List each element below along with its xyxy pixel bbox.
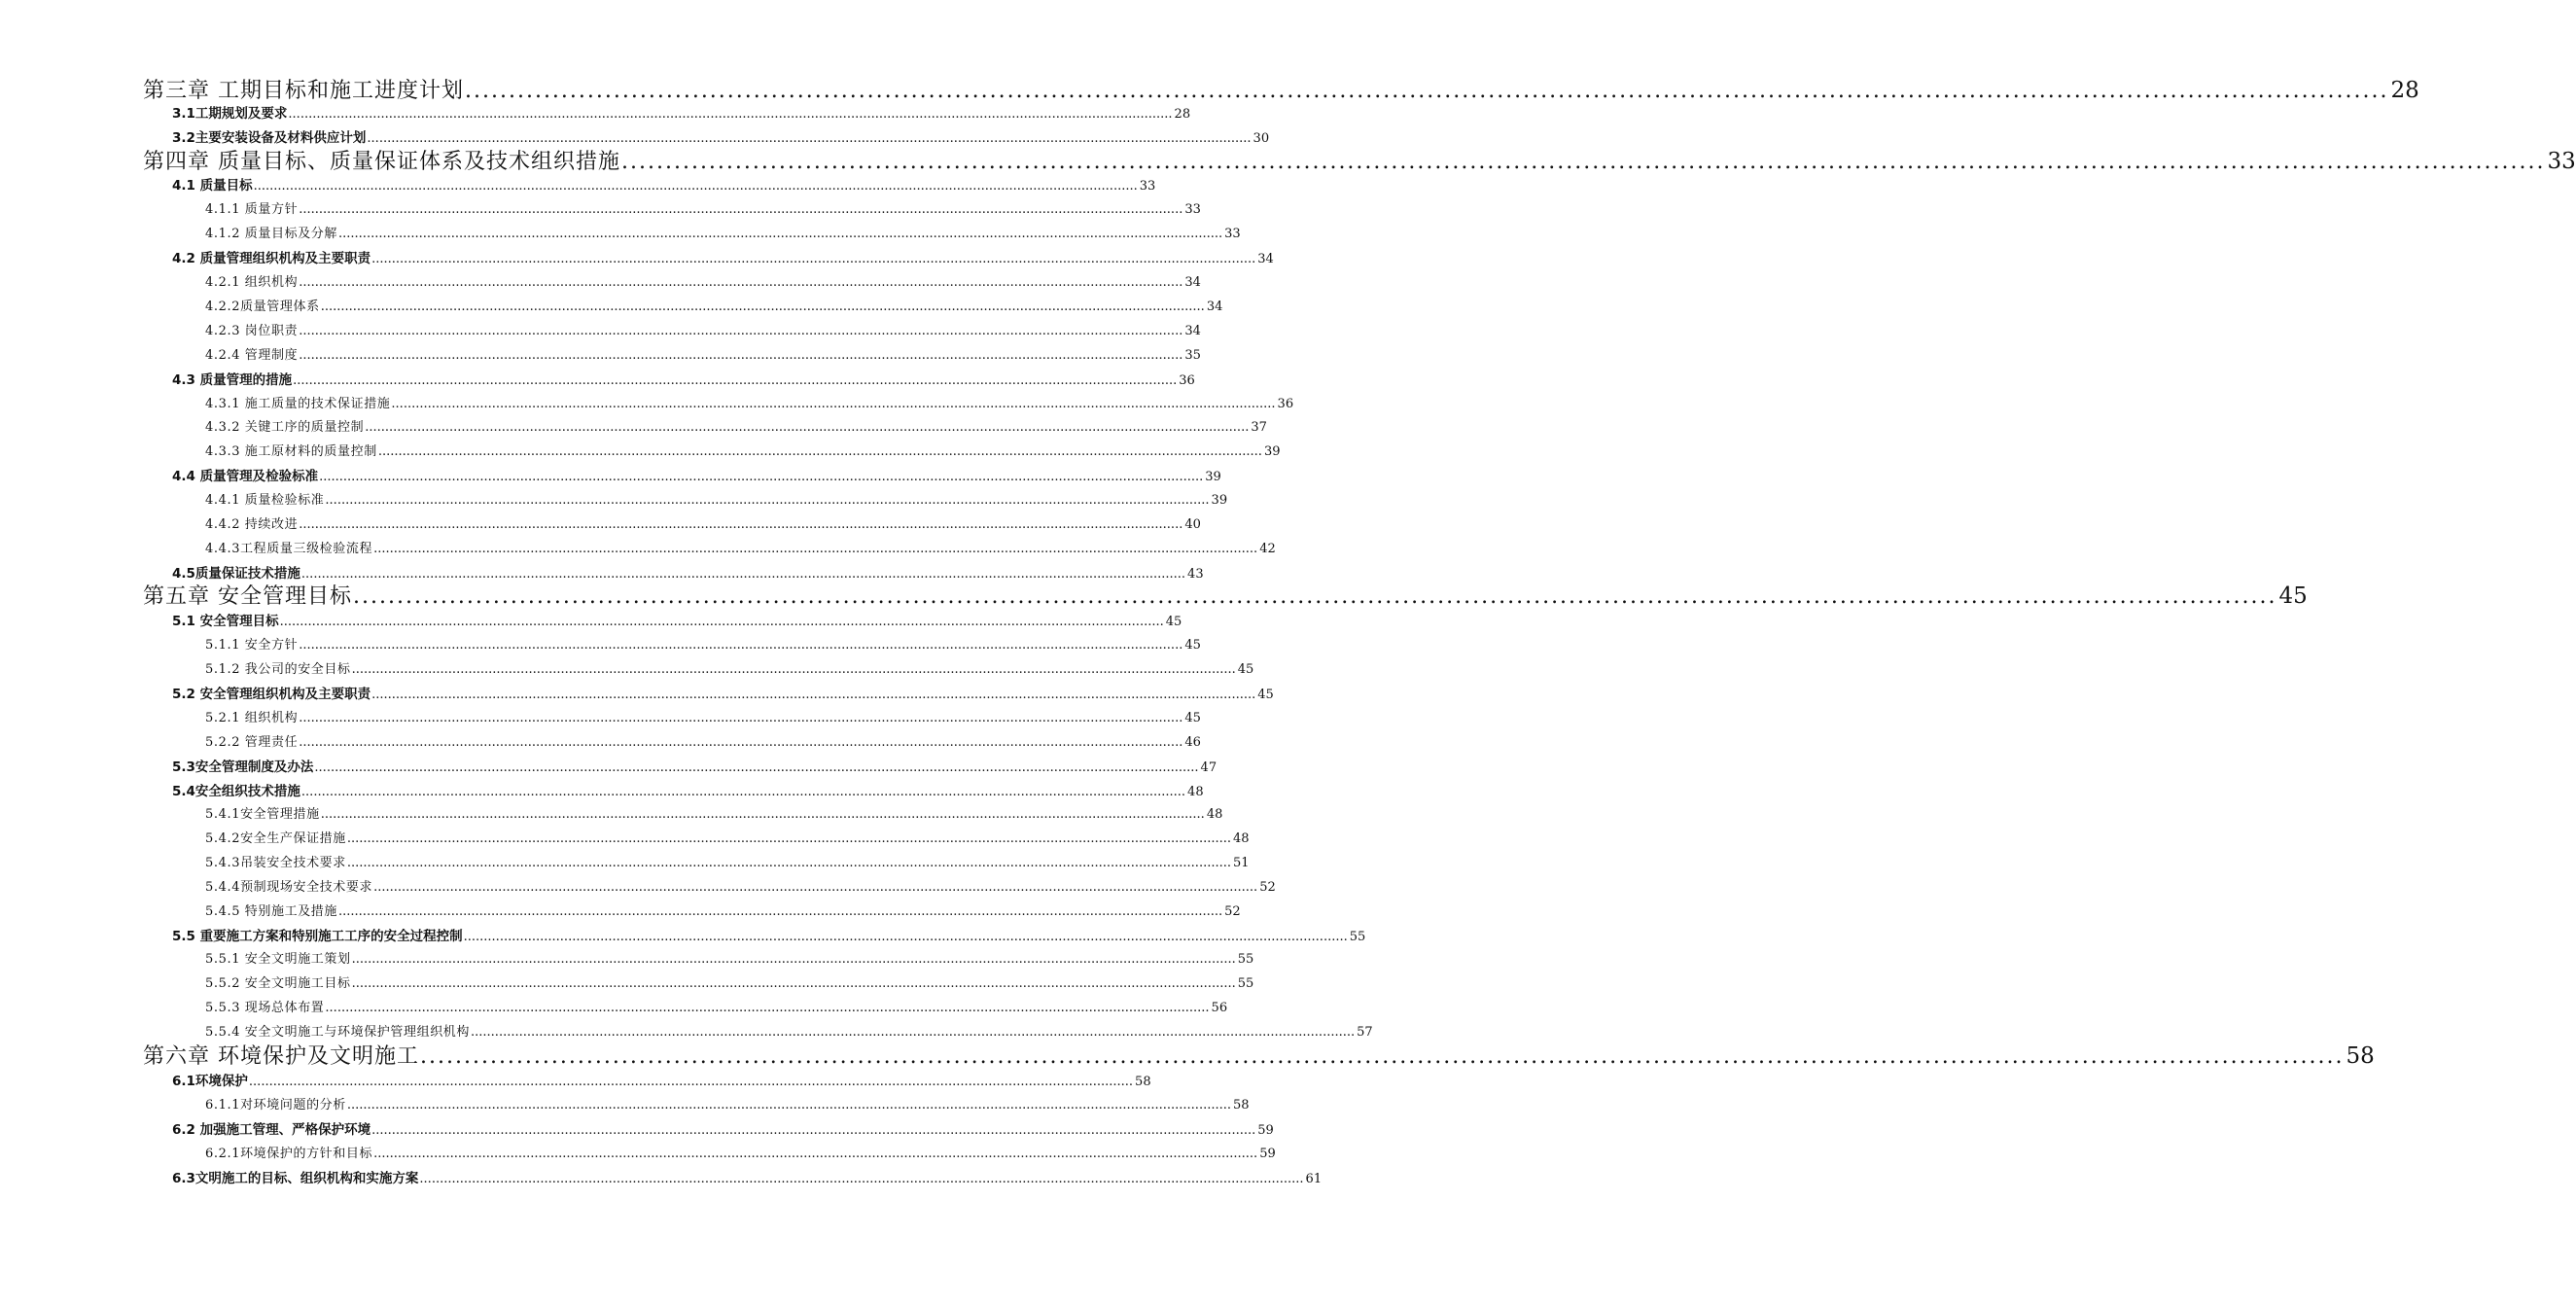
toc-entry-sub[interactable] <box>205 224 1241 245</box>
toc-entry-sub[interactable] <box>205 998 1228 1019</box>
toc-entry-title: 4.2.3 岗位职责 <box>205 324 299 338</box>
toc-entry-title: 5.5.1 安全文明施工策划 <box>205 952 351 967</box>
toc-entry-sub[interactable] <box>205 635 1201 656</box>
toc-entry-section[interactable] <box>172 127 1270 149</box>
dot-leader: ............................................................................................................................................................................................................................ <box>351 976 1236 991</box>
toc-entry-sub[interactable] <box>205 297 1223 318</box>
toc-entry-page-number: 45 <box>1165 615 1182 629</box>
toc-entry-section[interactable] <box>172 611 1182 632</box>
dot-leader: ............................................................................................................................................................................................................................ <box>373 880 1258 895</box>
dot-leader: ............................................................................................................................................................................................................................ <box>346 856 1232 870</box>
toc-entry-sub[interactable] <box>205 901 1241 923</box>
toc-entry-page-number: 28 <box>2390 78 2419 103</box>
toc-entry-page-number: 28 <box>1174 107 1191 122</box>
dot-leader: ............................................................................................................................................................................................................................ <box>299 348 1183 363</box>
toc-entry-title: 5.1 安全管理目标 <box>172 614 279 629</box>
toc-entry-page-number: 55 <box>1349 930 1366 944</box>
dot-leader: ............................................................................................................................................................................................................................ <box>463 930 1348 944</box>
toc-entry-title: 3.1工期规划及要求 <box>172 106 288 122</box>
toc-entry-page-number: 56 <box>1211 1001 1228 1015</box>
toc-entry-sub[interactable] <box>205 732 1201 754</box>
toc-entry-section[interactable] <box>172 1168 1323 1189</box>
toc-entry-title: 4.5质量保证技术措施 <box>172 566 300 582</box>
toc-entry-title: 4.4 质量管理及检验标准 <box>172 469 319 484</box>
toc-entry-page-number: 45 <box>1257 688 1274 702</box>
toc-entry-section[interactable] <box>172 684 1274 705</box>
toc-entry-title: 5.1.1 安全方针 <box>205 638 299 653</box>
toc-entry-page-number: 58 <box>1135 1075 1151 1089</box>
toc-entry-title: 4.4.3工程质量三级检验流程 <box>205 542 373 556</box>
toc-entry-title: 4.1 质量目标 <box>172 178 253 194</box>
toc-entry-page-number: 58 <box>2346 1043 2375 1069</box>
dot-leader: ............................................................................................................................................................................................................................ <box>325 1001 1210 1015</box>
toc-entry-page-number: 33 <box>2547 149 2576 174</box>
toc-entry-title: 4.4.1 质量检验标准 <box>205 493 325 508</box>
toc-entry-page-number: 48 <box>1187 785 1204 799</box>
toc-entry-title: 4.1.1 质量方针 <box>205 202 299 217</box>
dot-leader: ............................................................................................................................................................................................................................ <box>346 1098 1232 1113</box>
toc-entry-title: 4.4.2 持续改进 <box>205 517 299 532</box>
toc-entry-sub[interactable] <box>205 394 1294 415</box>
dot-leader: ............................................................................................................................................................................................................................ <box>314 760 1199 775</box>
toc-entry-page-number: 39 <box>1205 470 1221 484</box>
toc-entry-page-number: 45 <box>2278 583 2308 609</box>
toc-entry-sub[interactable] <box>205 442 1281 463</box>
toc-entry-sub[interactable] <box>205 417 1267 439</box>
toc-entry-title: 5.4.5 特别施工及措施 <box>205 904 338 919</box>
dot-leader: ............................................................................................................................................................................................................................ <box>346 831 1232 846</box>
toc-entry-page-number: 59 <box>1257 1123 1274 1138</box>
toc-entry-chapter[interactable] <box>143 147 2576 176</box>
toc-entry-sub[interactable] <box>205 708 1201 729</box>
toc-entry-page-number: 34 <box>1184 275 1201 290</box>
dot-leader: ............................................................................................................................................................................................................................ <box>253 179 1138 194</box>
toc-entry-title: 5.4.1安全管理措施 <box>205 807 320 822</box>
toc-entry-sub[interactable] <box>205 1095 1250 1116</box>
toc-entry-title: 5.4.3吊装安全技术要求 <box>205 856 346 870</box>
toc-entry-title: 5.5.3 现场总体布置 <box>205 1001 325 1015</box>
toc-entry-section[interactable] <box>172 781 1204 802</box>
dot-leader: ............................................................................................................................................................................................................................ <box>299 202 1183 217</box>
dot-leader: ............................................................................................................................................................................................................................ <box>471 1025 1356 1040</box>
toc-entry-page-number: 35 <box>1184 348 1201 363</box>
toc-entry-page-number: 52 <box>1259 880 1276 895</box>
toc-entry-title: 4.3.2 关键工序的质量控制 <box>205 420 365 435</box>
toc-entry-page-number: 61 <box>1305 1172 1323 1186</box>
toc-entry-title: 5.2.2 管理责任 <box>205 735 299 750</box>
toc-entry-title: 5.4.2安全生产保证措施 <box>205 831 346 846</box>
toc-entry-sub[interactable] <box>205 199 1201 221</box>
toc-entry-title: 第四章 质量目标、质量保证体系及技术组织措施 <box>143 150 620 174</box>
toc-entry-page-number: 36 <box>1277 397 1294 411</box>
toc-entry-section[interactable] <box>172 1119 1274 1141</box>
toc-entry-page-number: 51 <box>1233 856 1250 870</box>
dot-leader: ............................................................................................................................................................................................................................ <box>365 420 1250 435</box>
toc-entry-section[interactable] <box>172 466 1221 487</box>
toc-entry-page-number: 30 <box>1253 131 1270 146</box>
dot-leader: ............................................................................................................................................................................................................................ <box>279 615 1164 629</box>
toc-entry-title: 3.2主要安装设备及材料供应计划 <box>172 130 367 146</box>
dot-leader: ............................................................................................................................................................................................................................ <box>299 324 1183 338</box>
dot-leader: ............................................................................................................................................................................................................................ <box>419 1172 1304 1186</box>
toc-entry-title: 5.2.1 组织机构 <box>205 711 299 725</box>
toc-entry-chapter[interactable] <box>143 582 2308 611</box>
toc-entry-page-number: 33 <box>1224 227 1241 241</box>
toc-entry-page-number: 37 <box>1251 420 1267 435</box>
toc-entry-page-number: 43 <box>1187 567 1204 582</box>
toc-entry-page-number: 39 <box>1263 444 1281 459</box>
toc-entry-page-number: 39 <box>1211 493 1228 508</box>
dot-leader: ............................................................................................................................................................................................................................ <box>299 711 1183 725</box>
toc-entry-title: 6.2.1环境保护的方针和目标 <box>205 1147 373 1161</box>
dot-leader: ............................................................................................................................................................................................................................ <box>293 373 1178 388</box>
toc-entry-page-number: 47 <box>1200 760 1217 775</box>
dot-leader: ............................................................................................................................................................................................................................ <box>299 275 1183 290</box>
toc-entry-page-number: 36 <box>1179 373 1195 388</box>
dot-leader: ............................................................................................................................................................................................................................ <box>338 904 1223 919</box>
dot-leader: ............................................................................................................................................................................................................................ <box>377 444 1262 459</box>
dot-leader: ............................................................................................................................................................................................................................ <box>248 1075 1134 1089</box>
toc-entry-sub[interactable] <box>205 490 1228 512</box>
dot-leader: ............................................................................................................................................................................................................................ <box>338 227 1223 241</box>
toc-entry-sub[interactable] <box>205 272 1201 294</box>
toc-entry-title: 5.5.4 安全文明施工与环境保护管理组织机构 <box>205 1025 471 1040</box>
toc-entry-page-number: 34 <box>1184 324 1201 338</box>
toc-entry-sub[interactable] <box>205 1144 1276 1165</box>
toc-entry-title: 4.1.2 质量目标及分解 <box>205 227 338 241</box>
toc-entry-title: 4.2.2质量管理体系 <box>205 300 320 314</box>
toc-entry-title: 4.2.1 组织机构 <box>205 275 299 290</box>
dot-leader: ............................................................................................................................................................................................................................ <box>300 785 1186 799</box>
toc-entry-section[interactable] <box>172 248 1274 269</box>
dot-leader: ............................................................................................................................................................................................................................ <box>300 567 1186 582</box>
toc-entry-sub[interactable] <box>205 804 1223 826</box>
dot-leader: ............................................................................................................................................................................................................................ <box>351 952 1236 967</box>
toc-entry-page-number: 55 <box>1237 952 1254 967</box>
toc-entry-page-number: 57 <box>1357 1025 1373 1040</box>
toc-entry-sub[interactable] <box>205 1022 1373 1043</box>
dot-leader: ............................................................................................................................................................................................................................ <box>320 300 1205 314</box>
toc-entry-title: 5.3安全管理制度及办法 <box>172 759 314 775</box>
dot-leader: ............................................................................................................................................................................................................................ <box>371 252 1256 266</box>
toc-entry-title: 6.3文明施工的目标、组织机构和实施方案 <box>172 1171 419 1186</box>
toc-entry-title: 5.5 重要施工方案和特别施工工序的安全过程控制 <box>172 929 463 944</box>
toc-entry-page-number: 45 <box>1184 638 1201 653</box>
dot-leader: ............................................................................................................................................................................................................................ <box>319 470 1204 484</box>
dot-leader: ............................................................................................................................................................................................................................ <box>367 131 1252 146</box>
toc-entry-title: 第五章 安全管理目标 <box>143 584 352 609</box>
toc-entry-section[interactable] <box>172 103 1191 124</box>
dot-leader: ............................................................................................................................................................................................................................ <box>371 688 1256 702</box>
dot-leader: ............................................................................................................................................................................................................................ <box>299 638 1183 653</box>
toc-entry-sub[interactable] <box>205 949 1254 971</box>
dot-leader: ............................................................................................................................................................................................................................ <box>373 542 1258 556</box>
toc-entry-sub[interactable] <box>205 829 1250 850</box>
toc-entry-title: 第六章 环境保护及文明施工 <box>143 1044 419 1069</box>
dot-leader: ............................................................................................................................................................................................................................ <box>320 807 1205 822</box>
dot-leader: ............................................................................................................................................................................................................................ <box>420 1044 2345 1069</box>
toc-entry-sub[interactable] <box>205 514 1201 536</box>
toc-entry-page-number: 34 <box>1206 300 1223 314</box>
toc-entry-section[interactable] <box>172 926 1366 947</box>
toc-entry-sub[interactable] <box>205 659 1254 681</box>
toc-entry-section[interactable] <box>172 370 1195 391</box>
toc-entry-sub[interactable] <box>205 853 1250 874</box>
toc-entry-title: 4.3.1 施工质量的技术保证措施 <box>205 397 391 411</box>
dot-leader: ............................................................................................................................................................................................................................ <box>465 79 2389 103</box>
toc-entry-section[interactable] <box>172 757 1217 778</box>
toc-entry-title: 4.2.4 管理制度 <box>205 348 299 363</box>
toc-entry-page-number: 45 <box>1237 662 1254 677</box>
toc-entry-title: 5.2 安全管理组织机构及主要职责 <box>172 687 371 702</box>
toc-entry-page-number: 34 <box>1257 252 1274 266</box>
toc-entry-title: 第三章 工期目标和施工进度计划 <box>143 79 464 103</box>
dot-leader: ............................................................................................................................................................................................................................ <box>373 1147 1258 1161</box>
toc-entry-page-number: 48 <box>1206 807 1223 822</box>
dot-leader: ............................................................................................................................................................................................................................ <box>288 107 1173 122</box>
toc-entry-page-number: 33 <box>1139 179 1156 194</box>
toc-entry-title: 6.1环境保护 <box>172 1074 248 1089</box>
toc-entry-title: 4.3.3 施工原材料的质量控制 <box>205 444 377 459</box>
toc-entry-chapter[interactable] <box>143 1042 2375 1071</box>
toc-entry-page-number: 33 <box>1184 202 1201 217</box>
toc-entry-page-number: 45 <box>1184 711 1201 725</box>
toc-entry-sub[interactable] <box>205 345 1201 367</box>
toc-entry-page-number: 48 <box>1233 831 1250 846</box>
toc-entry-page-number: 46 <box>1184 735 1201 750</box>
toc-entry-page-number: 40 <box>1184 517 1201 532</box>
dot-leader: ............................................................................................................................................................................................................................ <box>371 1123 1256 1138</box>
dot-leader: ............................................................................................................................................................................................................................ <box>299 735 1183 750</box>
toc-entry-title: 5.4安全组织技术措施 <box>172 784 300 799</box>
toc-entry-page-number: 58 <box>1233 1098 1250 1113</box>
dot-leader: ............................................................................................................................................................................................................................ <box>621 150 2546 174</box>
dot-leader: ............................................................................................................................................................................................................................ <box>299 517 1183 532</box>
dot-leader: ............................................................................................................................................................................................................................ <box>353 584 2277 609</box>
dot-leader: ............................................................................................................................................................................................................................ <box>351 662 1236 677</box>
toc-entry-section[interactable] <box>172 1071 1151 1092</box>
toc-entry-title: 4.2 质量管理组织机构及主要职责 <box>172 251 371 266</box>
toc-entry-title: 6.1.1对环境问题的分析 <box>205 1098 346 1113</box>
dot-leader: ............................................................................................................................................................................................................................ <box>391 397 1276 411</box>
dot-leader: ............................................................................................................................................................................................................................ <box>325 493 1210 508</box>
toc-entry-sub[interactable] <box>205 539 1276 560</box>
toc-entry-title: 4.3 质量管理的措施 <box>172 372 293 388</box>
toc-entry-title: 5.1.2 我公司的安全目标 <box>205 662 351 677</box>
toc-entry-sub[interactable] <box>205 877 1276 899</box>
toc-entry-page-number: 55 <box>1237 976 1254 991</box>
toc-entry-page-number: 59 <box>1259 1147 1276 1161</box>
toc-entry-chapter[interactable] <box>143 76 2419 105</box>
toc-entry-sub[interactable] <box>205 321 1201 342</box>
toc-entry-page-number: 42 <box>1259 542 1276 556</box>
toc-entry-title: 5.4.4预制现场安全技术要求 <box>205 880 373 895</box>
toc-entry-page-number: 52 <box>1224 904 1241 919</box>
toc-entry-section[interactable] <box>172 175 1156 196</box>
toc-entry-sub[interactable] <box>205 973 1254 995</box>
toc-entry-title: 6.2 加强施工管理、严格保护环境 <box>172 1122 371 1138</box>
toc-entry-title: 5.5.2 安全文明施工目标 <box>205 976 351 991</box>
